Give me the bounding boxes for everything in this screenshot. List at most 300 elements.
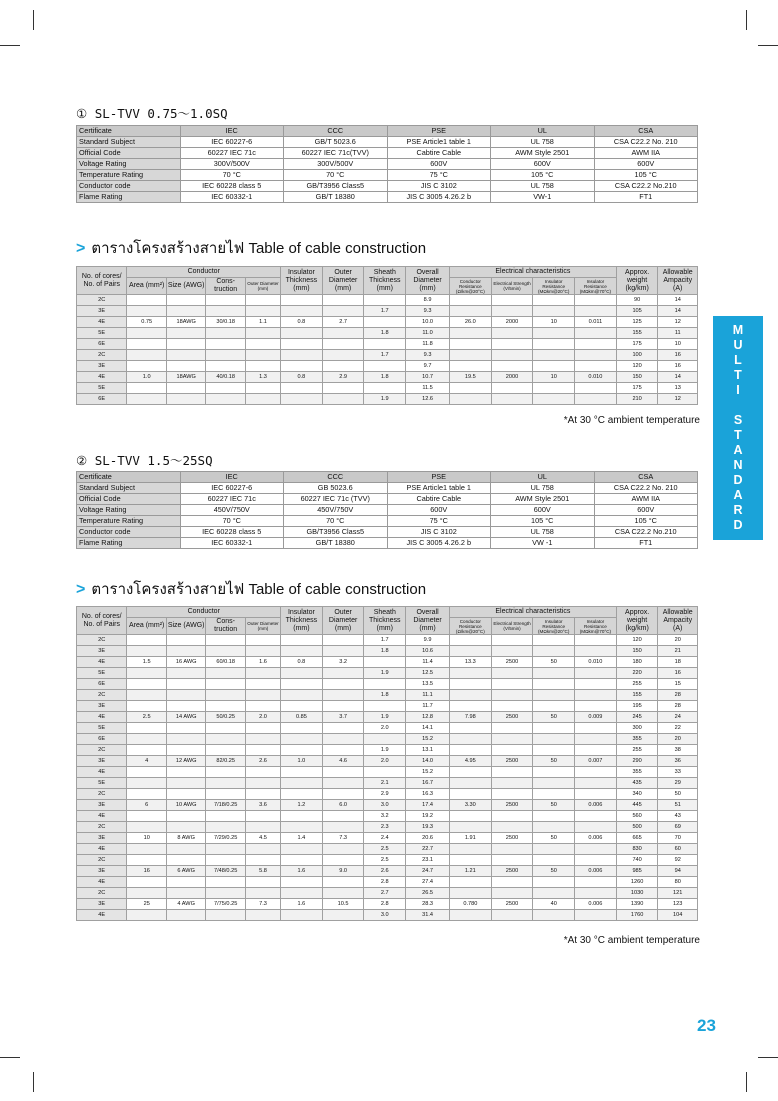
- cell-overall: 10.7: [406, 372, 450, 383]
- cell-es: [491, 328, 533, 339]
- cell-od: 1.6: [245, 657, 280, 668]
- header-cons: Cons- truction: [206, 278, 245, 295]
- cell-ir1: [533, 910, 575, 921]
- crop-mark: [746, 1072, 747, 1092]
- table-row: [77, 910, 698, 921]
- cell-sheath: 1.9: [364, 712, 406, 723]
- standards-row: [77, 472, 698, 483]
- cell-cons: [206, 844, 245, 855]
- section1-construction-heading: [76, 236, 426, 260]
- standards-cell: GB/T 18380: [284, 538, 388, 549]
- cell-area: [127, 306, 166, 317]
- section2-construction-heading: [76, 577, 426, 601]
- cell-amp: 80: [658, 877, 698, 888]
- cell-overall: 13.1: [406, 745, 450, 756]
- standards-cell: 75 °C: [387, 516, 491, 527]
- page-number: 23: [697, 1016, 716, 1035]
- cell-weight: 195: [616, 701, 658, 712]
- cell-area: [127, 767, 166, 778]
- crop-mark: [33, 10, 34, 30]
- cell-ins: [281, 910, 323, 921]
- cell-weight: 355: [616, 734, 658, 745]
- cell-cores: 2C: [77, 295, 127, 306]
- cell-ir1: 40: [533, 899, 575, 910]
- cell-es: [491, 767, 533, 778]
- cell-size: 6 AWG: [166, 866, 205, 877]
- header-row: [77, 267, 698, 278]
- cell-cr: 4.95: [450, 756, 492, 767]
- cell-ins: 0.8: [281, 657, 323, 668]
- cell-area: 0.75: [127, 317, 166, 328]
- cell-size: [166, 910, 205, 921]
- crop-mark: [0, 45, 20, 46]
- cell-size: 18AWG: [166, 372, 205, 383]
- cell-cores: 2C: [77, 745, 127, 756]
- cell-cores: 3E: [77, 899, 127, 910]
- cell-ir2: 0.006: [575, 800, 617, 811]
- cell-overall: 12.6: [406, 394, 450, 405]
- standards-cell: UL 758: [491, 137, 595, 148]
- cell-weight: 435: [616, 778, 658, 789]
- standards-cell: 600V: [594, 159, 698, 170]
- cell-es: [491, 734, 533, 745]
- cell-od: [245, 789, 280, 800]
- cell-cons: [206, 778, 245, 789]
- cell-es: [491, 877, 533, 888]
- cell-sheath: 1.7: [364, 350, 406, 361]
- cell-cr: [450, 394, 492, 405]
- section1-construction-table: [76, 266, 698, 405]
- cell-size: [166, 306, 205, 317]
- table-row: [77, 899, 698, 910]
- cell-outer: [322, 328, 364, 339]
- cell-es: 2500: [491, 833, 533, 844]
- cell-outer: [322, 690, 364, 701]
- standards-cell: 300V/500V: [284, 159, 388, 170]
- cell-amp: 13: [658, 383, 698, 394]
- cell-outer: [322, 383, 364, 394]
- cell-overall: 11.0: [406, 328, 450, 339]
- cell-od: [245, 646, 280, 657]
- cell-amp: 21: [658, 646, 698, 657]
- cell-size: [166, 361, 205, 372]
- cell-area: [127, 910, 166, 921]
- header-ir2: Insulator Resistance (MΩkm@70°C): [575, 278, 617, 295]
- table-row: [77, 646, 698, 657]
- cell-amp: 10: [658, 339, 698, 350]
- cell-cons: [206, 646, 245, 657]
- cell-ir1: 10: [533, 317, 575, 328]
- cell-amp: 36: [658, 756, 698, 767]
- standards-cell: IEC 60228 class 5: [180, 181, 284, 192]
- cell-amp: 94: [658, 866, 698, 877]
- cell-ir2: [575, 811, 617, 822]
- cell-weight: 100: [616, 350, 658, 361]
- cell-overall: 12.5: [406, 668, 450, 679]
- cell-es: 2500: [491, 800, 533, 811]
- cell-cr: 7.98: [450, 712, 492, 723]
- cell-sheath: 2.4: [364, 833, 406, 844]
- cell-sheath: 2.5: [364, 855, 406, 866]
- cell-es: [491, 295, 533, 306]
- cell-overall: 11.7: [406, 701, 450, 712]
- cell-area: [127, 888, 166, 899]
- cell-weight: 255: [616, 745, 658, 756]
- cell-outer: [322, 844, 364, 855]
- cell-size: [166, 701, 205, 712]
- header-size: Size (AWG): [166, 618, 205, 635]
- cell-ins: 0.8: [281, 317, 323, 328]
- standards-cell: 105 °C: [491, 516, 595, 527]
- cell-cores: 3E: [77, 361, 127, 372]
- cell-cons: 50/0.25: [206, 712, 245, 723]
- header-cores: No. of cores/ No. of Pairs: [77, 607, 127, 635]
- cell-sheath: 2.8: [364, 877, 406, 888]
- cell-weight: 210: [616, 394, 658, 405]
- cell-ir1: [533, 383, 575, 394]
- table-row: [77, 844, 698, 855]
- cell-overall: 15.2: [406, 734, 450, 745]
- cell-overall: 19.3: [406, 822, 450, 833]
- cell-overall: 28.3: [406, 899, 450, 910]
- cell-cons: 40/0.18: [206, 372, 245, 383]
- cell-cons: [206, 877, 245, 888]
- cell-sheath: [364, 339, 406, 350]
- cell-size: [166, 734, 205, 745]
- cell-es: [491, 723, 533, 734]
- cell-size: [166, 778, 205, 789]
- cell-size: [166, 350, 205, 361]
- cell-ins: [281, 394, 323, 405]
- cell-od: [245, 361, 280, 372]
- cell-overall: 17.4: [406, 800, 450, 811]
- standards-cell: JIS C 3102: [387, 527, 491, 538]
- cell-es: 2500: [491, 712, 533, 723]
- cell-weight: 665: [616, 833, 658, 844]
- cell-size: 12 AWG: [166, 756, 205, 767]
- cell-size: [166, 635, 205, 646]
- cell-area: [127, 383, 166, 394]
- standards-cell: Flame Rating: [77, 192, 181, 203]
- cell-es: [491, 394, 533, 405]
- cell-es: [491, 888, 533, 899]
- cell-od: [245, 306, 280, 317]
- cell-amp: 60: [658, 844, 698, 855]
- standards-cell: Temperature Rating: [77, 516, 181, 527]
- cell-ins: [281, 745, 323, 756]
- header-sheath: Sheath Thickness (mm): [364, 267, 406, 295]
- cell-cores: 4E: [77, 317, 127, 328]
- cell-outer: [322, 394, 364, 405]
- table-row: [77, 328, 698, 339]
- cell-cores: 3E: [77, 756, 127, 767]
- cell-area: 16: [127, 866, 166, 877]
- cell-ir1: 50: [533, 866, 575, 877]
- cell-outer: [322, 877, 364, 888]
- cell-ins: [281, 350, 323, 361]
- cell-outer: 10.5: [322, 899, 364, 910]
- cell-amp: 12: [658, 394, 698, 405]
- cell-es: [491, 350, 533, 361]
- cell-cr: 1.21: [450, 866, 492, 877]
- cell-amp: 16: [658, 668, 698, 679]
- side-tab-letter: T: [734, 428, 742, 442]
- standards-cell: CCC: [284, 472, 388, 483]
- standards-cell: 600V: [491, 159, 595, 170]
- cell-weight: 740: [616, 855, 658, 866]
- standards-row: [77, 148, 698, 159]
- cell-od: [245, 723, 280, 734]
- cell-cores: 3E: [77, 306, 127, 317]
- cell-es: [491, 701, 533, 712]
- header-es: Electrical Strength (V/5min): [491, 278, 533, 295]
- cell-weight: 120: [616, 361, 658, 372]
- cell-amp: 29: [658, 778, 698, 789]
- cell-ir1: [533, 767, 575, 778]
- standards-cell: IEC 60227-6: [180, 483, 284, 494]
- cell-ir2: [575, 822, 617, 833]
- cell-ir1: [533, 339, 575, 350]
- cell-ir2: [575, 844, 617, 855]
- standards-row: [77, 159, 698, 170]
- cell-ir2: [575, 690, 617, 701]
- cell-ir2: [575, 734, 617, 745]
- cell-ir1: [533, 855, 575, 866]
- cell-weight: 445: [616, 800, 658, 811]
- cell-size: [166, 822, 205, 833]
- side-tab-letter: I: [736, 383, 740, 397]
- cell-od: 1.3: [245, 372, 280, 383]
- cell-ins: [281, 822, 323, 833]
- cell-cr: [450, 723, 492, 734]
- cell-od: [245, 383, 280, 394]
- header-overall: Overall Diameter (mm): [406, 267, 450, 295]
- cell-es: [491, 361, 533, 372]
- cell-ir2: [575, 778, 617, 789]
- cell-outer: [322, 701, 364, 712]
- header-amp: Allowable Ampacity (A): [658, 607, 698, 635]
- cell-outer: 6.0: [322, 800, 364, 811]
- cell-sheath: 1.9: [364, 394, 406, 405]
- cell-sheath: [364, 295, 406, 306]
- side-tab-letter: D: [733, 473, 743, 487]
- cell-od: [245, 811, 280, 822]
- table-row: [77, 855, 698, 866]
- section1-note: *At 30 °C ambient temperature: [563, 415, 700, 426]
- table-row: [77, 888, 698, 899]
- cell-ir2: [575, 855, 617, 866]
- table-row: [77, 745, 698, 756]
- cell-cores: 2C: [77, 350, 127, 361]
- cell-es: [491, 383, 533, 394]
- cell-amp: 20: [658, 635, 698, 646]
- cell-ir1: [533, 394, 575, 405]
- cell-sheath: 1.8: [364, 646, 406, 657]
- standards-cell: IEC 60332-1: [180, 538, 284, 549]
- standards-cell: AWM Style 2501: [491, 494, 595, 505]
- cell-overall: 9.3: [406, 350, 450, 361]
- standards-row: [77, 126, 698, 137]
- table-row: [77, 701, 698, 712]
- cell-outer: [322, 888, 364, 899]
- cell-sheath: 2.5: [364, 844, 406, 855]
- cell-od: [245, 350, 280, 361]
- cell-ir1: 10: [533, 372, 575, 383]
- cell-ir2: [575, 361, 617, 372]
- standards-cell: JIS C 3005 4.26.2 b: [387, 538, 491, 549]
- side-tab-letter: A: [733, 443, 743, 457]
- cell-es: [491, 306, 533, 317]
- cell-ir1: [533, 734, 575, 745]
- cell-es: [491, 635, 533, 646]
- cell-amp: 51: [658, 800, 698, 811]
- standards-cell: FT1: [594, 538, 698, 549]
- table-row: [77, 811, 698, 822]
- cell-sheath: [364, 317, 406, 328]
- standards-cell: IEC 60332-1: [180, 192, 284, 203]
- header-weight: Approx. weight (kg/km): [616, 607, 658, 635]
- cell-cons: [206, 383, 245, 394]
- cell-ir1: [533, 811, 575, 822]
- standards-cell: 75 °C: [387, 170, 491, 181]
- cell-ir2: [575, 679, 617, 690]
- cell-cons: [206, 668, 245, 679]
- cell-ir1: [533, 745, 575, 756]
- table-row: [77, 877, 698, 888]
- cell-outer: 9.0: [322, 866, 364, 877]
- cell-cores: 2C: [77, 789, 127, 800]
- header-overall: Overall Diameter (mm): [406, 607, 450, 635]
- cell-overall: 16.3: [406, 789, 450, 800]
- cell-od: 4.5: [245, 833, 280, 844]
- cell-ins: [281, 844, 323, 855]
- cell-outer: 3.7: [322, 712, 364, 723]
- cell-amp: 69: [658, 822, 698, 833]
- standards-row: [77, 527, 698, 538]
- cell-outer: [322, 789, 364, 800]
- cell-amp: 14: [658, 295, 698, 306]
- cell-ir2: [575, 646, 617, 657]
- standards-cell: IEC 60227-6: [180, 137, 284, 148]
- crop-mark: [758, 1057, 778, 1058]
- cell-amp: 22: [658, 723, 698, 734]
- standards-cell: UL: [491, 472, 595, 483]
- standards-cell: 450V/750V: [284, 505, 388, 516]
- header-ins: Insulator Thickness (mm): [281, 267, 323, 295]
- cell-ins: 1.2: [281, 800, 323, 811]
- cell-weight: 180: [616, 657, 658, 668]
- cell-cr: [450, 734, 492, 745]
- standards-row: [77, 538, 698, 549]
- cell-cores: 4E: [77, 767, 127, 778]
- cell-overall: 19.2: [406, 811, 450, 822]
- cell-cr: [450, 888, 492, 899]
- cell-area: 6: [127, 800, 166, 811]
- section2-standards-table: [76, 471, 698, 549]
- cell-ins: 0.85: [281, 712, 323, 723]
- cell-area: [127, 745, 166, 756]
- cell-area: [127, 339, 166, 350]
- crop-mark: [0, 1057, 20, 1058]
- cell-cores: 5E: [77, 668, 127, 679]
- standards-cell: 60227 IEC 71c(TVV): [284, 148, 388, 159]
- cell-outer: [322, 811, 364, 822]
- header-cr: Conductor Resistance (Ω/km@20°C): [450, 618, 492, 635]
- section2-note: *At 30 °C ambient temperature: [563, 935, 700, 946]
- table-row: [77, 361, 698, 372]
- cell-ir2: [575, 383, 617, 394]
- cell-od: [245, 822, 280, 833]
- cell-size: [166, 888, 205, 899]
- cell-size: [166, 295, 205, 306]
- cell-weight: 150: [616, 646, 658, 657]
- cell-overall: 11.5: [406, 383, 450, 394]
- standards-cell: JIS C 3005 4.26.2 b: [387, 192, 491, 203]
- cell-ir2: 0.009: [575, 712, 617, 723]
- cell-od: [245, 910, 280, 921]
- side-tab-letter: U: [733, 338, 743, 352]
- standards-row: [77, 170, 698, 181]
- side-tab-letter: [713, 398, 763, 413]
- standards-cell: 70 °C: [284, 516, 388, 527]
- cell-cons: [206, 339, 245, 350]
- cell-cr: [450, 877, 492, 888]
- cell-outer: [322, 295, 364, 306]
- cell-cores: 2C: [77, 690, 127, 701]
- cell-sheath: [364, 383, 406, 394]
- cell-ir1: [533, 844, 575, 855]
- cell-weight: 120: [616, 635, 658, 646]
- cell-amp: 14: [658, 372, 698, 383]
- cell-amp: 16: [658, 361, 698, 372]
- cell-ins: [281, 668, 323, 679]
- cell-od: [245, 690, 280, 701]
- cell-cons: [206, 701, 245, 712]
- cell-ir2: [575, 295, 617, 306]
- cell-area: [127, 646, 166, 657]
- cell-amp: 18: [658, 657, 698, 668]
- cell-ir1: [533, 877, 575, 888]
- cell-ins: [281, 789, 323, 800]
- cell-od: 5.8: [245, 866, 280, 877]
- cell-ins: [281, 646, 323, 657]
- cell-area: [127, 811, 166, 822]
- cell-cr: [450, 635, 492, 646]
- header-elec: Electrical characteristics: [450, 607, 617, 618]
- cell-overall: 12.8: [406, 712, 450, 723]
- cell-weight: 830: [616, 844, 658, 855]
- cell-area: [127, 394, 166, 405]
- cell-size: [166, 877, 205, 888]
- cell-sheath: 1.8: [364, 690, 406, 701]
- cell-cr: [450, 679, 492, 690]
- cell-size: [166, 723, 205, 734]
- standards-cell: AWM Style 2501: [491, 148, 595, 159]
- standards-row: [77, 483, 698, 494]
- cell-cores: 6E: [77, 734, 127, 745]
- header-area: Area (mm²): [127, 278, 166, 295]
- cell-ins: [281, 888, 323, 899]
- standards-cell: Standard Subject: [77, 137, 181, 148]
- cell-od: [245, 877, 280, 888]
- cell-amp: 92: [658, 855, 698, 866]
- standards-cell: 70 °C: [180, 516, 284, 527]
- header-conductor: Conductor: [127, 607, 281, 618]
- cell-cons: [206, 350, 245, 361]
- cell-area: [127, 822, 166, 833]
- table-row: [77, 394, 698, 405]
- cell-sheath: 1.7: [364, 635, 406, 646]
